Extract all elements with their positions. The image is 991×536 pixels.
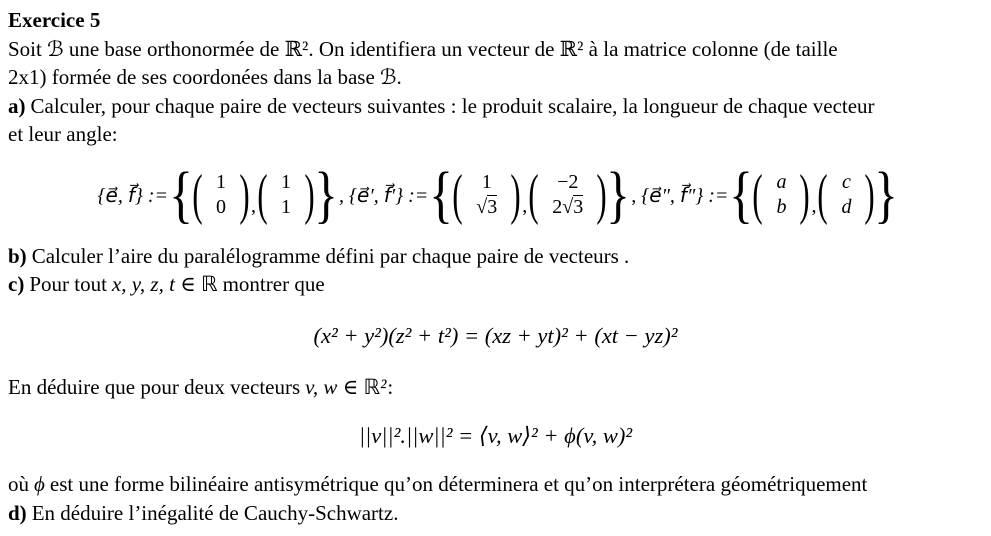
vector-entry: c	[841, 171, 851, 193]
set3-lhs: , {e⃗″, f⃗″} :=	[631, 184, 729, 207]
vector-entry: 1	[216, 171, 227, 193]
deduce-math: v, w ∈ ℝ²	[305, 374, 387, 399]
radical-sign: √	[476, 196, 488, 218]
intro-line-1: Soit ℬ une base orthonormée de ℝ². On identifiera un vecteur de ℝ² à la matrice colonne (de taille	[8, 36, 838, 61]
right-brace: }	[606, 160, 631, 230]
comma-separator: ,	[251, 194, 257, 217]
part-a-label: a)	[8, 93, 26, 118]
set2-lhs: , {e⃗′, f⃗′} :=	[339, 184, 429, 207]
phi-symbol: ϕ	[34, 472, 45, 496]
column-vector-e	[204, 170, 238, 220]
phi-prefix: où	[8, 472, 29, 496]
part-b-line	[8, 242, 983, 271]
deduce-line	[8, 373, 983, 402]
left-paren: (	[257, 164, 268, 226]
part-d-label: d)	[8, 500, 27, 525]
column-vector-f-dblprime	[829, 170, 863, 220]
part-c-label: c)	[8, 272, 25, 296]
vector-entry: 1	[281, 171, 292, 193]
deduce-prefix: En déduire que pour deux vecteurs	[8, 374, 301, 399]
left-paren: (	[528, 164, 539, 226]
vector-entry-sqrt	[552, 195, 583, 220]
left-brace: {	[169, 160, 193, 230]
part-d-text: En déduire l’inégalité de Cauchy-Schwartz.	[31, 500, 399, 525]
part-c-suffix: montrer que	[222, 272, 325, 296]
right-paren: )	[239, 164, 250, 226]
vector-entry: a	[776, 171, 787, 193]
algebraic-identity-equation: (x² + y²)(z² + t²) = (xz + yt)² + (xt − yz)²	[313, 322, 678, 348]
vector-entry: b	[776, 196, 787, 218]
part-d-line	[8, 499, 983, 528]
phi-note-line	[8, 470, 983, 499]
radicand: 3	[573, 196, 584, 218]
radical-sign: √	[562, 196, 574, 218]
vector-entry: −2	[557, 171, 579, 193]
right-paren: )	[510, 164, 521, 226]
radicand: 3	[487, 196, 498, 218]
left-paren: (	[192, 164, 203, 226]
vector-entry: 1	[281, 196, 292, 218]
column-vector-e-prime	[464, 170, 509, 220]
left-paren: (	[752, 164, 764, 226]
left-brace: {	[729, 160, 754, 230]
right-paren: )	[596, 164, 607, 226]
right-paren: )	[304, 164, 315, 226]
comma-separator: ,	[522, 194, 528, 217]
left-paren: (	[452, 164, 463, 226]
coefficient: 2	[552, 196, 563, 218]
part-a-line-2: et leur angle:	[8, 122, 118, 146]
part-c-line	[8, 270, 983, 299]
right-brace: }	[874, 160, 899, 230]
intro-line-2: 2x1) formée de ses coordonées dans la base ℬ.	[8, 65, 402, 89]
norm-product-equation: ||v||².||w||² = ⟨v, w⟩² + ϕ(v, w)²	[358, 422, 633, 448]
deduce-suffix: :	[387, 374, 394, 399]
left-brace: {	[429, 160, 454, 230]
part-c-math: x, y, z, t ∈ ℝ	[111, 272, 218, 296]
part-b-label: b)	[8, 243, 27, 268]
right-paren: )	[864, 164, 876, 226]
phi-suffix: est une forme bilinéaire antisymétrique qu’on déterminera et qu’on interprétera géométriquement	[49, 472, 868, 496]
vector-entry: d	[841, 196, 852, 218]
part-a-line-1	[8, 92, 983, 121]
column-vector-f	[269, 170, 303, 220]
exercise-title: Exercice 5	[8, 8, 101, 32]
vector-definition-equation	[8, 149, 983, 242]
right-brace: }	[314, 160, 338, 230]
vector-entry: 1	[481, 171, 492, 193]
column-vector-f-prime	[540, 170, 595, 220]
set1-lhs: {e⃗, f⃗} :=	[97, 184, 169, 207]
left-paren: (	[817, 164, 829, 226]
vector-entry: 0	[216, 196, 227, 218]
comma-separator: ,	[811, 194, 817, 217]
part-b-text: Calculer l’aire du paralélogramme défini par chaque paire de vecteurs .	[31, 243, 630, 268]
column-vector-e-dblprime	[764, 170, 798, 220]
vector-entry-sqrt	[476, 195, 497, 220]
part-a-text-1: Calculer, pour chaque paire de vecteurs suivantes : le produit scalaire, la longueur de chaque vecteur	[30, 93, 875, 118]
right-paren: )	[799, 164, 811, 226]
part-c-prefix: Pour tout	[29, 272, 107, 296]
